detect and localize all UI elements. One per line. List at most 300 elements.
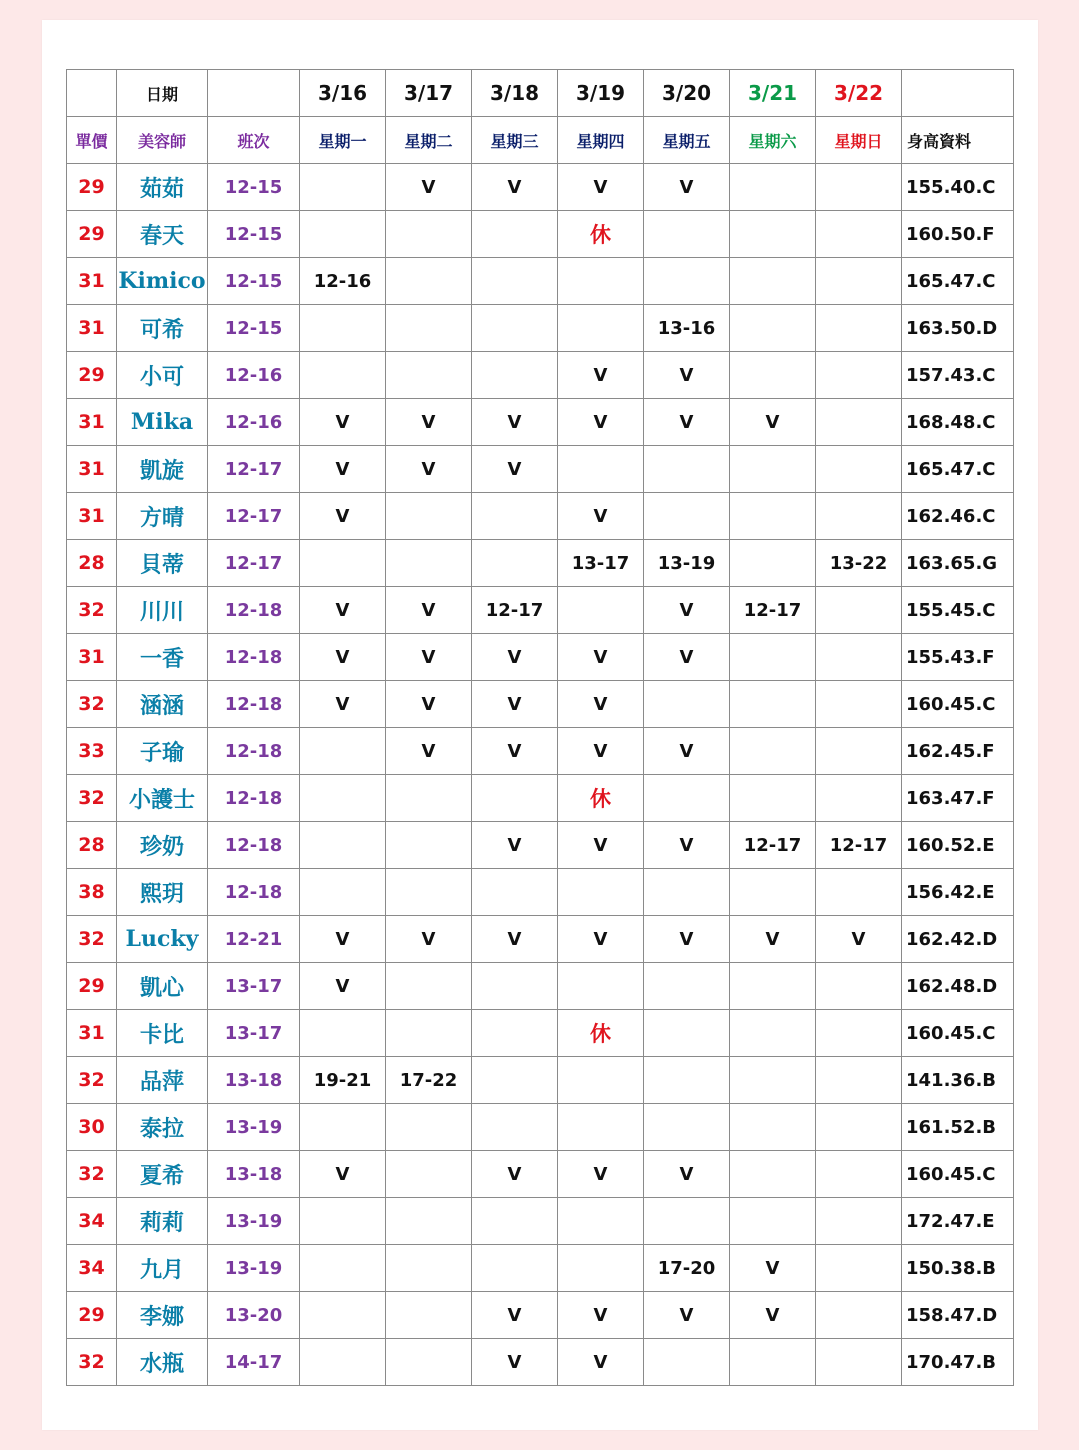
table-row [67, 634, 1014, 681]
day-cell-fri: V [644, 634, 730, 681]
shift-cell: 12-18 [208, 681, 300, 728]
day-cell-tue [386, 211, 472, 258]
day-cell-mon: V [300, 681, 386, 728]
height-data-cell: 160.50.F [902, 211, 1014, 258]
price-cell: 31 [67, 305, 117, 352]
day-cell-fri: V [644, 728, 730, 775]
day-cell-tue [386, 352, 472, 399]
height-data-cell: 165.47.C [902, 446, 1014, 493]
day-cell-sat [730, 1151, 816, 1198]
day-cell-sun [816, 305, 902, 352]
day-cell-mon: V [300, 446, 386, 493]
shift-cell: 12-17 [208, 493, 300, 540]
price-cell: 34 [67, 1245, 117, 1292]
day-cell-mon [300, 775, 386, 822]
table-row [67, 1339, 1014, 1386]
price-cell: 28 [67, 540, 117, 587]
table-row [67, 916, 1014, 963]
day-cell-fri [644, 1010, 730, 1057]
height-data-cell: 141.36.B [902, 1057, 1014, 1104]
day-cell-sun [816, 1245, 902, 1292]
height-data-cell: 162.48.D [902, 963, 1014, 1010]
day-cell-tue [386, 775, 472, 822]
day-cell-thu [558, 963, 644, 1010]
day-cell-wed: V [472, 1292, 558, 1339]
day-cell-sat: V [730, 916, 816, 963]
table-row [67, 164, 1014, 211]
day-cell-sun [816, 728, 902, 775]
day-cell-wed [472, 211, 558, 258]
day-cell-tue [386, 540, 472, 587]
day-cell-wed: V [472, 1339, 558, 1386]
day-cell-fri [644, 446, 730, 493]
shift-cell: 13-18 [208, 1057, 300, 1104]
day-cell-thu [558, 587, 644, 634]
price-cell: 29 [67, 1292, 117, 1339]
day-cell-mon [300, 305, 386, 352]
day-cell-tue: V [386, 728, 472, 775]
day-cell-wed [472, 493, 558, 540]
shift-cell: 12-18 [208, 869, 300, 916]
day-cell-wed [472, 869, 558, 916]
header-date-label: 日期 [117, 70, 208, 117]
height-data-cell: 160.45.C [902, 1151, 1014, 1198]
beautician-name-cell: 凱旋 [117, 446, 208, 493]
price-cell: 29 [67, 963, 117, 1010]
day-cell-thu: V [558, 164, 644, 211]
day-cell-sun [816, 1292, 902, 1339]
day-cell-mon: V [300, 1151, 386, 1198]
day-cell-wed [472, 963, 558, 1010]
day-cell-fri: V [644, 399, 730, 446]
beautician-name-cell: 茹茹 [117, 164, 208, 211]
price-cell: 31 [67, 446, 117, 493]
day-cell-tue [386, 258, 472, 305]
day-cell-wed [472, 1057, 558, 1104]
price-cell: 29 [67, 352, 117, 399]
shift-cell: 13-17 [208, 963, 300, 1010]
shift-cell: 13-19 [208, 1104, 300, 1151]
day-cell-wed: 12-17 [472, 587, 558, 634]
day-cell-sun [816, 493, 902, 540]
height-data-cell: 155.45.C [902, 587, 1014, 634]
header-weekday-thu: 星期四 [558, 117, 644, 164]
day-cell-sun [816, 1104, 902, 1151]
day-cell-wed: V [472, 446, 558, 493]
shift-cell: 13-18 [208, 1151, 300, 1198]
day-cell-fri [644, 493, 730, 540]
day-cell-sat [730, 493, 816, 540]
day-cell-thu [558, 1057, 644, 1104]
day-cell-sat [730, 1339, 816, 1386]
day-cell-sun [816, 1339, 902, 1386]
table-row [67, 587, 1014, 634]
price-cell: 32 [67, 1339, 117, 1386]
price-cell: 30 [67, 1104, 117, 1151]
day-cell-tue: V [386, 164, 472, 211]
table-row [67, 399, 1014, 446]
day-cell-tue [386, 1292, 472, 1339]
day-cell-sun: V [816, 916, 902, 963]
day-cell-tue [386, 1151, 472, 1198]
day-cell-tue: V [386, 399, 472, 446]
header-row-weekdays [67, 117, 1014, 164]
day-cell-mon [300, 1339, 386, 1386]
day-cell-thu: 休 [558, 211, 644, 258]
beautician-name-cell: 凱心 [117, 963, 208, 1010]
height-data-cell: 163.47.F [902, 775, 1014, 822]
day-cell-mon [300, 1245, 386, 1292]
shift-cell: 12-21 [208, 916, 300, 963]
height-data-cell: 170.47.B [902, 1339, 1014, 1386]
price-cell: 29 [67, 211, 117, 258]
day-cell-tue [386, 1010, 472, 1057]
day-cell-thu: V [558, 493, 644, 540]
day-cell-sat [730, 1057, 816, 1104]
beautician-name-cell: Mika [117, 399, 208, 446]
day-cell-sat [730, 305, 816, 352]
header-beautician-label: 美容師 [117, 117, 208, 164]
table-row [67, 258, 1014, 305]
beautician-name-cell: 九月 [117, 1245, 208, 1292]
day-cell-sun [816, 399, 902, 446]
day-cell-tue: V [386, 446, 472, 493]
day-cell-thu [558, 305, 644, 352]
shift-cell: 14-17 [208, 1339, 300, 1386]
day-cell-wed [472, 1104, 558, 1151]
day-cell-wed: V [472, 399, 558, 446]
height-data-cell: 156.42.E [902, 869, 1014, 916]
price-cell: 34 [67, 1198, 117, 1245]
beautician-name-cell: 李娜 [117, 1292, 208, 1339]
day-cell-thu: V [558, 1292, 644, 1339]
schedule-table [66, 69, 1014, 1386]
day-cell-tue [386, 1339, 472, 1386]
day-cell-fri: V [644, 1292, 730, 1339]
day-cell-thu: V [558, 681, 644, 728]
day-cell-sat [730, 681, 816, 728]
table-row [67, 446, 1014, 493]
header-height-label: 身高資料 [902, 117, 1014, 164]
day-cell-sun [816, 1151, 902, 1198]
day-cell-mon: V [300, 963, 386, 1010]
height-data-cell: 160.45.C [902, 681, 1014, 728]
height-data-cell: 158.47.D [902, 1292, 1014, 1339]
shift-cell: 13-19 [208, 1245, 300, 1292]
shift-cell: 13-20 [208, 1292, 300, 1339]
height-data-cell: 163.65.G [902, 540, 1014, 587]
shift-cell: 12-16 [208, 399, 300, 446]
day-cell-sat [730, 446, 816, 493]
price-cell: 28 [67, 822, 117, 869]
header-date-sat: 3/21 [730, 70, 816, 117]
table-row [67, 1104, 1014, 1151]
day-cell-mon [300, 540, 386, 587]
table-row [67, 1292, 1014, 1339]
beautician-name-cell: 泰拉 [117, 1104, 208, 1151]
height-data-cell: 168.48.C [902, 399, 1014, 446]
table-row [67, 211, 1014, 258]
shift-cell: 12-18 [208, 634, 300, 681]
day-cell-tue: V [386, 916, 472, 963]
day-cell-sun [816, 164, 902, 211]
height-data-cell: 157.43.C [902, 352, 1014, 399]
price-cell: 32 [67, 681, 117, 728]
header-weekday-fri: 星期五 [644, 117, 730, 164]
header-price-label: 單價 [67, 117, 117, 164]
shift-cell: 12-18 [208, 775, 300, 822]
day-cell-fri [644, 775, 730, 822]
price-cell: 29 [67, 164, 117, 211]
day-cell-sun [816, 634, 902, 681]
beautician-name-cell: 小護士 [117, 775, 208, 822]
day-cell-sun [816, 775, 902, 822]
day-cell-sat: 12-17 [730, 822, 816, 869]
day-cell-fri: V [644, 916, 730, 963]
day-cell-sat [730, 728, 816, 775]
price-cell: 31 [67, 399, 117, 446]
shift-cell: 12-18 [208, 822, 300, 869]
table-row [67, 963, 1014, 1010]
day-cell-thu [558, 446, 644, 493]
day-cell-sun [816, 681, 902, 728]
beautician-name-cell: 水瓶 [117, 1339, 208, 1386]
day-cell-sun [816, 1057, 902, 1104]
shift-cell: 12-15 [208, 258, 300, 305]
height-data-cell: 172.47.E [902, 1198, 1014, 1245]
day-cell-wed [472, 258, 558, 305]
price-cell: 31 [67, 493, 117, 540]
day-cell-mon [300, 1010, 386, 1057]
day-cell-tue: 17-22 [386, 1057, 472, 1104]
day-cell-wed: V [472, 634, 558, 681]
day-cell-thu [558, 258, 644, 305]
header-weekday-sun: 星期日 [816, 117, 902, 164]
height-data-cell: 150.38.B [902, 1245, 1014, 1292]
day-cell-sun [816, 963, 902, 1010]
day-cell-sat [730, 352, 816, 399]
day-cell-sun [816, 446, 902, 493]
day-cell-mon: V [300, 634, 386, 681]
day-cell-thu: V [558, 916, 644, 963]
table-row [67, 681, 1014, 728]
day-cell-fri: 13-19 [644, 540, 730, 587]
header-weekday-sat: 星期六 [730, 117, 816, 164]
height-data-cell: 160.45.C [902, 1010, 1014, 1057]
day-cell-sat: V [730, 1245, 816, 1292]
day-cell-thu: V [558, 1339, 644, 1386]
shift-cell: 12-15 [208, 164, 300, 211]
day-cell-thu [558, 1198, 644, 1245]
header-date-mon: 3/16 [300, 70, 386, 117]
shift-cell: 13-19 [208, 1198, 300, 1245]
beautician-name-cell: Kimico [117, 258, 208, 305]
table-row [67, 493, 1014, 540]
beautician-name-cell: 熙玥 [117, 869, 208, 916]
day-cell-wed [472, 1198, 558, 1245]
shift-cell: 12-16 [208, 352, 300, 399]
day-cell-sat: V [730, 1292, 816, 1339]
day-cell-fri [644, 258, 730, 305]
table-row [67, 1198, 1014, 1245]
day-cell-mon [300, 1198, 386, 1245]
table-row [67, 869, 1014, 916]
day-cell-tue: V [386, 587, 472, 634]
day-cell-sat [730, 1010, 816, 1057]
shift-cell: 12-18 [208, 728, 300, 775]
day-cell-tue: V [386, 681, 472, 728]
beautician-name-cell: 一香 [117, 634, 208, 681]
day-cell-sat: V [730, 399, 816, 446]
height-data-cell: 155.43.F [902, 634, 1014, 681]
price-cell: 32 [67, 587, 117, 634]
day-cell-mon [300, 352, 386, 399]
table-row [67, 822, 1014, 869]
day-cell-fri [644, 681, 730, 728]
day-cell-thu: V [558, 1151, 644, 1198]
day-cell-mon: V [300, 493, 386, 540]
day-cell-wed: V [472, 1151, 558, 1198]
header-shift-label: 班次 [208, 117, 300, 164]
day-cell-tue [386, 305, 472, 352]
shift-cell: 12-17 [208, 540, 300, 587]
header-weekday-wed: 星期三 [472, 117, 558, 164]
day-cell-fri [644, 869, 730, 916]
day-cell-fri: 13-16 [644, 305, 730, 352]
day-cell-mon: V [300, 916, 386, 963]
day-cell-sun [816, 1198, 902, 1245]
beautician-name-cell: 春天 [117, 211, 208, 258]
day-cell-tue [386, 493, 472, 540]
day-cell-mon [300, 869, 386, 916]
price-cell: 31 [67, 258, 117, 305]
day-cell-tue [386, 1198, 472, 1245]
shift-cell: 12-15 [208, 305, 300, 352]
day-cell-mon [300, 728, 386, 775]
day-cell-sat [730, 1104, 816, 1151]
day-cell-tue [386, 822, 472, 869]
header-date-thu: 3/19 [558, 70, 644, 117]
day-cell-fri [644, 1339, 730, 1386]
price-cell: 31 [67, 1010, 117, 1057]
day-cell-sat [730, 164, 816, 211]
day-cell-thu [558, 1245, 644, 1292]
day-cell-thu: V [558, 822, 644, 869]
height-data-cell: 162.42.D [902, 916, 1014, 963]
table-row [67, 540, 1014, 587]
price-cell: 33 [67, 728, 117, 775]
header-date-tue: 3/17 [386, 70, 472, 117]
day-cell-fri: V [644, 587, 730, 634]
price-cell: 32 [67, 916, 117, 963]
day-cell-wed: V [472, 822, 558, 869]
day-cell-fri [644, 1198, 730, 1245]
beautician-name-cell: 珍奶 [117, 822, 208, 869]
day-cell-mon [300, 164, 386, 211]
day-cell-fri [644, 1104, 730, 1151]
beautician-name-cell: 品萍 [117, 1057, 208, 1104]
day-cell-tue [386, 963, 472, 1010]
day-cell-fri [644, 211, 730, 258]
beautician-name-cell: Lucky [117, 916, 208, 963]
table-row [67, 775, 1014, 822]
header-date-fri: 3/20 [644, 70, 730, 117]
day-cell-fri: V [644, 164, 730, 211]
day-cell-thu: 13-17 [558, 540, 644, 587]
day-cell-thu: 休 [558, 1010, 644, 1057]
price-cell: 38 [67, 869, 117, 916]
table-row [67, 1010, 1014, 1057]
table-row [67, 1057, 1014, 1104]
day-cell-sat [730, 963, 816, 1010]
day-cell-thu [558, 1104, 644, 1151]
day-cell-mon: 12-16 [300, 258, 386, 305]
beautician-name-cell: 貝蒂 [117, 540, 208, 587]
day-cell-mon: 19-21 [300, 1057, 386, 1104]
beautician-name-cell: 子瑜 [117, 728, 208, 775]
day-cell-wed [472, 1245, 558, 1292]
table-row [67, 728, 1014, 775]
day-cell-tue: V [386, 634, 472, 681]
beautician-name-cell: 莉莉 [117, 1198, 208, 1245]
day-cell-fri: V [644, 822, 730, 869]
day-cell-fri: V [644, 352, 730, 399]
day-cell-wed [472, 1010, 558, 1057]
day-cell-fri: V [644, 1151, 730, 1198]
day-cell-sat: 12-17 [730, 587, 816, 634]
height-data-cell: 161.52.B [902, 1104, 1014, 1151]
day-cell-fri [644, 1057, 730, 1104]
header-row-dates [67, 70, 1014, 117]
day-cell-thu: V [558, 634, 644, 681]
header-blank-cell [208, 70, 300, 117]
day-cell-thu: V [558, 352, 644, 399]
day-cell-sun [816, 352, 902, 399]
price-cell: 32 [67, 1057, 117, 1104]
height-data-cell: 165.47.C [902, 258, 1014, 305]
height-data-cell: 163.50.D [902, 305, 1014, 352]
beautician-name-cell: 川川 [117, 587, 208, 634]
day-cell-wed [472, 352, 558, 399]
beautician-name-cell: 小可 [117, 352, 208, 399]
price-cell: 32 [67, 775, 117, 822]
day-cell-sun [816, 869, 902, 916]
day-cell-mon [300, 1292, 386, 1339]
table-row [67, 1245, 1014, 1292]
day-cell-wed: V [472, 164, 558, 211]
day-cell-fri: 17-20 [644, 1245, 730, 1292]
header-date-wed: 3/18 [472, 70, 558, 117]
day-cell-fri [644, 963, 730, 1010]
day-cell-wed: V [472, 916, 558, 963]
day-cell-sun: 12-17 [816, 822, 902, 869]
day-cell-sat [730, 211, 816, 258]
day-cell-sat [730, 258, 816, 305]
header-weekday-tue: 星期二 [386, 117, 472, 164]
day-cell-mon [300, 1104, 386, 1151]
shift-cell: 12-15 [208, 211, 300, 258]
shift-cell: 13-17 [208, 1010, 300, 1057]
day-cell-tue [386, 869, 472, 916]
beautician-name-cell: 夏希 [117, 1151, 208, 1198]
header-blank-cell [902, 70, 1014, 117]
day-cell-wed: V [472, 728, 558, 775]
day-cell-thu: V [558, 728, 644, 775]
day-cell-sat [730, 775, 816, 822]
day-cell-tue [386, 1104, 472, 1151]
beautician-name-cell: 卡比 [117, 1010, 208, 1057]
day-cell-wed [472, 540, 558, 587]
